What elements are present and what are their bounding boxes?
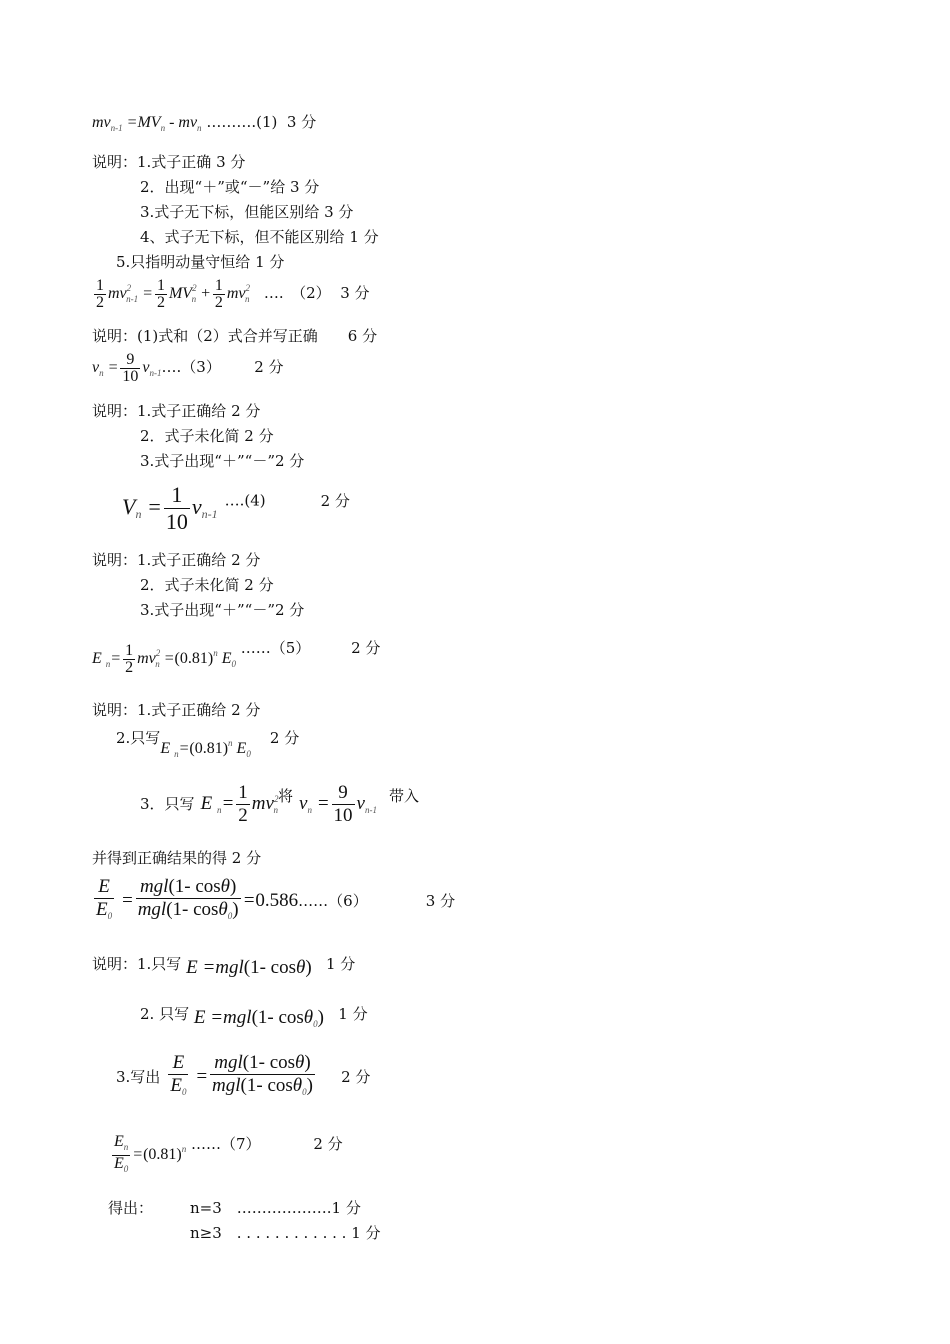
- equation-5-mark: ……（5）: [240, 639, 311, 657]
- equation-1-score: 3 分: [286, 113, 317, 131]
- note-6-item-3: 3.写出 $\frac{E}{E_0}$ = $\frac{\text{mgl(1- cosθ)}}{mgl(1- \cos\theta_0)}$ 2 分: [116, 1052, 371, 1097]
- note-4-item: 3.式子出现“＋”“－”2 分: [140, 601, 305, 619]
- equation-2-score: 3 分: [340, 284, 370, 303]
- note-1-item: 4、式子无下标，但不能区别给 1 分: [140, 228, 379, 246]
- note-3-item: 3.式子出现“＋”“－”2 分: [140, 452, 305, 470]
- equation-6-mark: ……（6）: [298, 891, 368, 910]
- note-1-item: 3.式子无下标，但能区别给 3 分: [140, 203, 354, 221]
- equation-5: E $_n$= $\frac{1}{2}$ $mv^2_n =(0.81)^n$ $E_0$ ……（5） 2 分: [92, 639, 381, 676]
- note-1-item: 2．出现“＋”或“－”给 3 分: [140, 178, 320, 196]
- note-5-head: 说明：1.式子正确给 2 分: [92, 701, 261, 719]
- equation-6: $\frac{E}{E_0}$ = $\frac{\text{mgl(1- cosθ)}}{mgl(1- \cos\theta_0)}$ =0.586……（6） 3 分: [96, 876, 456, 921]
- note-5-item-3: 3．只写 E $_n$= $\frac{1}{2}$ $mv^2_n^将$ $v_n$ = $\frac{9}{10}$ $v_{n-1}$ $^{带入}$: [140, 782, 420, 826]
- note-3-head: 说明：1.式子正确给 2 分: [92, 402, 261, 420]
- equation-4-score: 2 分: [320, 491, 350, 510]
- equation-4: $V_n$ = $\frac{1}{10}$ $v_{n-1}$ $^{\dots.(4)}$ $^{2 分}$: [122, 482, 350, 534]
- note-4-item: 2．式子未化简 2 分: [140, 576, 274, 594]
- note-5-item-2: 2.只写E $_n=(0.81)^n$ $E_0$ 2 分: [116, 729, 300, 759]
- equation-4-mark: ….(4): [224, 491, 266, 510]
- equation-7-score: 2 分: [313, 1135, 343, 1154]
- equation-1: $mv_{n-1} =MV_n - mv_n$ ……….(1) 3 分: [92, 113, 317, 133]
- note-5-tail: 并得到正确结果的得 2 分: [92, 849, 262, 867]
- note-1-head: 说明：1.式子正确 3 分: [92, 153, 246, 171]
- result-label: 得出：: [108, 1199, 154, 1217]
- note-3-item: 2．式子未化简 2 分: [140, 427, 274, 445]
- equation-2-mark: …. （2）: [263, 284, 331, 303]
- equation-7: $\frac{E_n}{E_0}$ $=(0.81)^n$ ……（7） 2 分: [114, 1133, 343, 1174]
- note-4-head: 说明：1.式子正确给 2 分: [92, 551, 261, 569]
- equation-3-score: 2 分: [254, 358, 284, 377]
- equation-6-score: 3 分: [425, 891, 456, 910]
- result-line-2: n≥3 . . . . . . . . . . . . 1 分: [190, 1224, 381, 1242]
- note-1-item: 5.只指明动量守恒给 1 分: [116, 253, 285, 271]
- result-line-1: n=3 ……………….1 分: [190, 1199, 361, 1217]
- equation-5-score: 2 分: [351, 639, 381, 657]
- note-6-item-2: 2. 只写 E =mgl(1- cosθ$_0$) 1 分: [140, 1005, 368, 1029]
- equation-3: $v_n$ = $\frac{9}{10}$ $v_{n-1}\dots.(3)$ 2 分: [92, 351, 284, 385]
- equation-3-mark: ….（3）: [161, 358, 221, 377]
- note-6-item-1: 说明：1.只写 E =mgl(1- cosθ) 1 分: [92, 955, 356, 978]
- note-2: 说明：(1)式和（2）式合并写正确 6 分: [92, 327, 378, 345]
- equation-1-mark: ……….(1): [206, 113, 278, 131]
- equation-2: $\frac{1}{2}$ $mv^2_{n-1}$ = $\frac{1}{2}$ $MV^2_n$ + $\frac{1}{2}$ $mv^2_n$ …. （2） 3 分: [96, 277, 370, 311]
- equation-7-mark: ……（7）: [191, 1135, 261, 1154]
